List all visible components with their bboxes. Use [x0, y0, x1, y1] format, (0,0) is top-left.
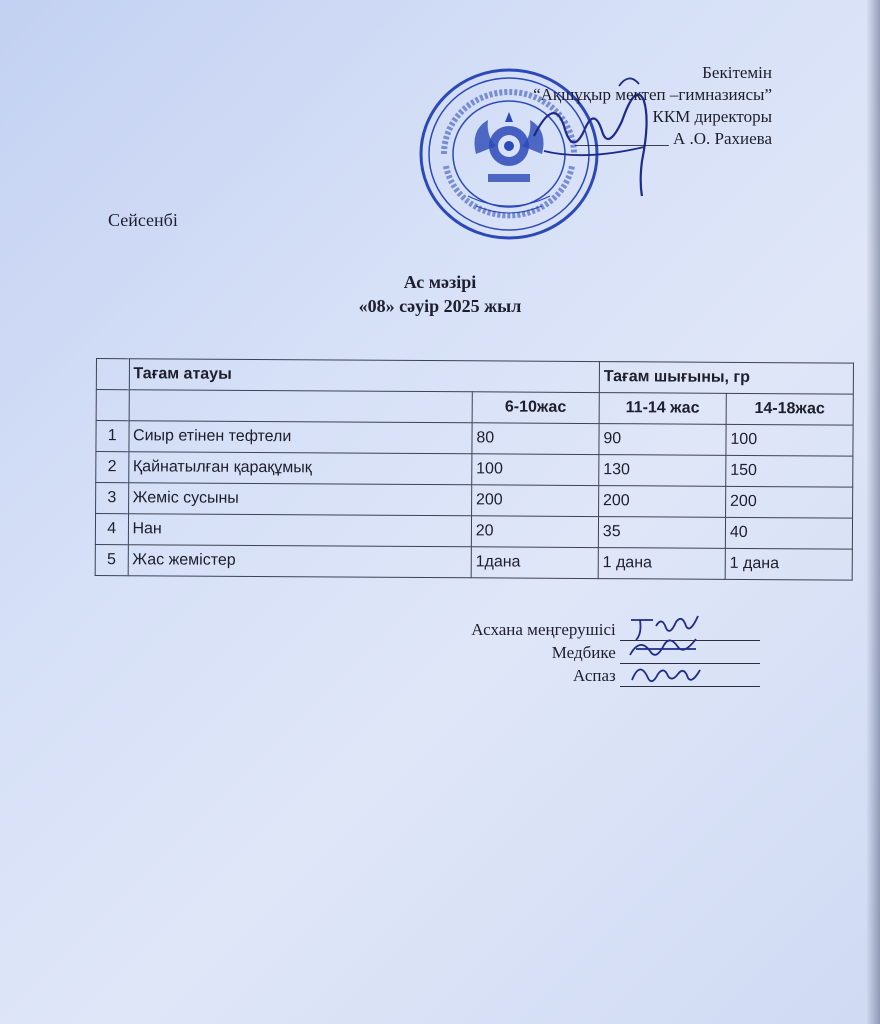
canteen-head-label: Асхана меңгерушісі: [471, 620, 616, 639]
dish-name: Қайнатылған қарақұмық: [128, 452, 471, 485]
portion-6-10: 20: [471, 516, 598, 548]
dish-name: Нан: [128, 514, 471, 547]
portion-11-14: 90: [599, 424, 726, 456]
signature-row-nurse: [471, 641, 760, 664]
portion-6-10: 100: [472, 454, 599, 486]
portion-6-10: 1дана: [471, 547, 598, 579]
portion-6-10: 200: [471, 485, 598, 517]
dish-name: Сиыр етінен тефтели: [128, 421, 471, 454]
portion-14-18: 150: [726, 455, 853, 487]
signature-row-cook: [471, 664, 760, 687]
menu-title: [0, 270, 880, 318]
dish-name: Жас жемістер: [128, 545, 471, 578]
menu-date-line: «08» сәуір 2025 жыл: [358, 296, 522, 316]
signature-line: [620, 668, 760, 687]
table-row: [96, 452, 853, 488]
portion-6-10: 80: [472, 423, 599, 455]
signature-block: [471, 618, 760, 687]
portion-14-18: 40: [725, 517, 852, 549]
age-empty-cell: [96, 390, 129, 421]
menu-table: [95, 358, 854, 581]
portion-14-18: 1 дана: [725, 548, 852, 580]
handwritten-signature-icon: [626, 658, 716, 688]
row-number: 1: [96, 421, 129, 452]
portion-11-14: 200: [598, 486, 725, 518]
age-empty-cell: [129, 390, 472, 423]
row-number: 3: [96, 483, 129, 514]
row-number: 4: [95, 514, 128, 545]
menu-title-line: Ас мәзірі: [403, 272, 477, 292]
dish-name: Жеміс сусыны: [128, 483, 471, 516]
table-header-row: [96, 359, 853, 395]
approval-line-director: ___________ А .О. Рахиева: [575, 129, 772, 148]
approval-line-approve: Бекітемін: [702, 63, 772, 82]
weekday-label: Сейсенбі: [108, 210, 178, 230]
portion-14-18: 200: [725, 486, 852, 518]
age-group-11-14: 11-14 жас: [599, 393, 726, 425]
row-number: 2: [96, 452, 129, 483]
table-row: [96, 483, 853, 519]
row-number: 5: [95, 544, 128, 575]
portion-11-14: 35: [598, 517, 725, 549]
approval-line-role: ККМ директоры: [652, 107, 772, 126]
age-group-6-10: 6-10жас: [472, 392, 599, 424]
portion-14-18: 100: [726, 424, 853, 456]
header-consumption: Тағам шығыны, гр: [599, 362, 853, 395]
cook-label: Аспаз: [572, 666, 616, 685]
table-age-row: [96, 390, 853, 426]
table-row: [96, 421, 853, 457]
approval-line-school: “Ақшұқыр мектеп –гимназиясы”: [533, 85, 772, 104]
age-group-14-18: 14-18жас: [726, 393, 853, 425]
header-dish-name: Тағам атауы: [129, 359, 600, 393]
table-row: [95, 514, 852, 550]
page-edge-shadow: [866, 0, 880, 1024]
table-row: [95, 544, 852, 580]
portion-11-14: 1 дана: [598, 548, 725, 580]
nurse-label: Медбике: [551, 643, 616, 662]
signature-row-canteen-head: [471, 618, 760, 641]
approval-block: [533, 62, 772, 150]
portion-11-14: 130: [599, 455, 726, 487]
header-empty-cell: [96, 359, 129, 390]
